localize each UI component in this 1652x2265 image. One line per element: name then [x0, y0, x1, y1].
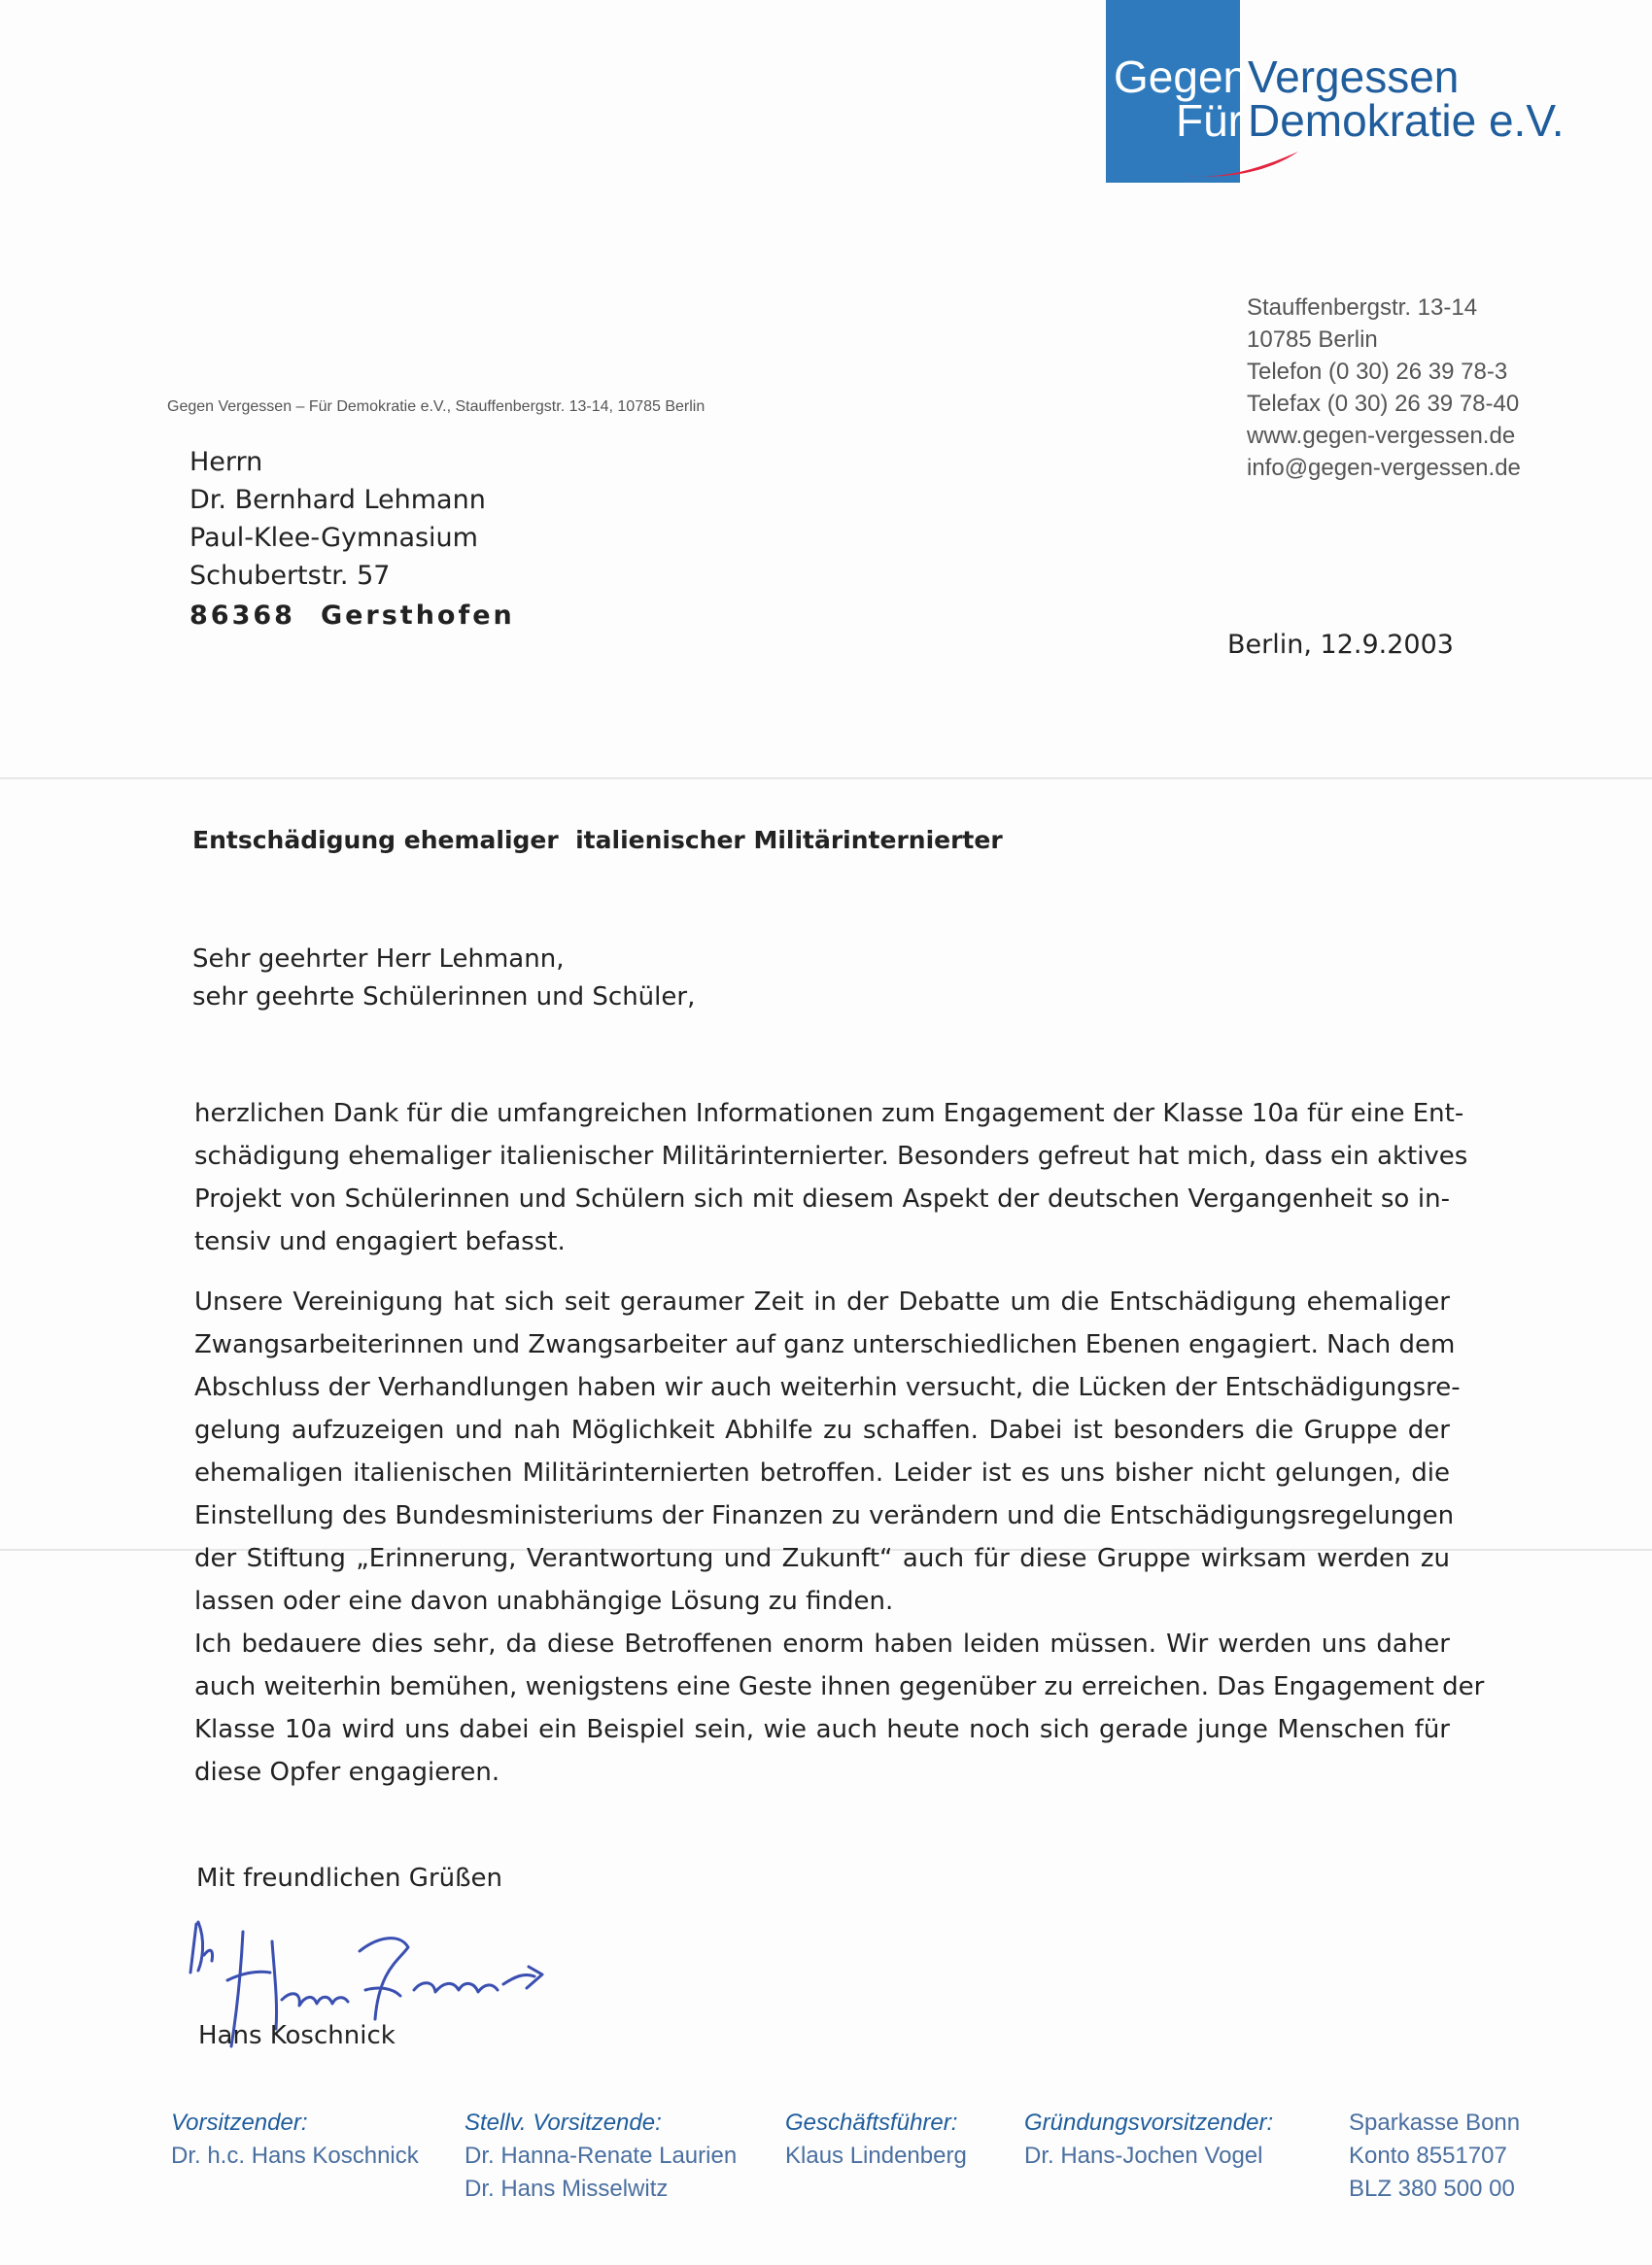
letter-date: Berlin, 12.9.2003 [1227, 630, 1454, 660]
contact-fax: Telefax (0 30) 26 39 78-40 [1247, 391, 1520, 417]
recipient-address [189, 443, 540, 635]
footer-manager-role: Geschäftsführer: [785, 2110, 958, 2136]
paragraph-line: diese Opfer engagieren. [194, 1758, 500, 1787]
recipient-school: Paul-Klee-Gymnasium [189, 523, 478, 553]
body-paragraph-1 [194, 1092, 1468, 1263]
paragraph-line: Klasse 10a wird uns dabei ein Beispiel sein, wie auch heute noch sich gerade junge Menschen für [194, 1715, 1450, 1744]
logo-swoosh-icon [1176, 148, 1302, 183]
contact-city: 10785 Berlin [1247, 326, 1378, 353]
footer-manager [785, 2107, 967, 2173]
paragraph-line: Einstellung des Bundesministeriums der Finanzen zu verändern und die Entschädigungsregelungen [194, 1501, 1455, 1530]
body-paragraph-2 [194, 1281, 1461, 1623]
paragraph-line: der Stiftung „Erinnerung, Verantwortung und Zukunft“ auch für diese Gruppe wirksam werden zu [194, 1544, 1450, 1573]
paragraph-line: gelung aufzuzeigen und nah Möglichkeit Abhilfe zu schaffen. Dabei ist besonders die Gruppe der [194, 1416, 1450, 1445]
paper-fold-top [0, 777, 1652, 779]
logo-word-vergessen: Vergessen [1248, 51, 1460, 102]
letter-subject: Entschädigung ehemaliger italienischer Militärinternierter [192, 826, 1003, 854]
paragraph-line: ehemaligen italienischen Militärinternierten betroffen. Leider ist es uns bisher nicht gelungen, die [194, 1459, 1450, 1488]
footer-bank-name: Sparkasse Bonn [1349, 2110, 1521, 2136]
footer-deputy-role: Stellv. Vorsitzende: [465, 2110, 662, 2136]
recipient-street: Schubertstr. 57 [189, 561, 391, 591]
footer-deputy-name-2: Dr. Hans Misselwitz [465, 2176, 669, 2202]
recipient-city-line [189, 597, 540, 635]
contact-block [1247, 292, 1521, 484]
footer-manager-name: Klaus Lindenberg [785, 2143, 967, 2169]
greeting-line-1: Sehr geehrter Herr Lehmann, [192, 944, 565, 974]
recipient-postcode: 86368 [189, 601, 295, 631]
recipient-salutation: Herrn [189, 447, 263, 477]
paragraph-line: herzlichen Dank für die umfangreichen Informationen zum Engagement der Klasse 10a für eine Ent- [194, 1099, 1464, 1128]
paragraph-line: schädigung ehemaliger italienischer Militärinternierter. Besonders gefreut hat mich, dass ein aktives [194, 1142, 1468, 1171]
contact-street: Stauffenbergstr. 13-14 [1247, 294, 1478, 321]
paragraph-line: Ich bedauere dies sehr, da diese Betroffenen enorm haben leiden müssen. Wir werden uns daher [194, 1630, 1450, 1659]
footer-founder [1024, 2107, 1273, 2173]
footer-chair [171, 2107, 419, 2173]
letter-closing: Mit freundlichen Grüßen [196, 1864, 502, 1893]
paragraph-line: lassen oder eine davon unabhängige Lösung zu finden. [194, 1587, 894, 1616]
contact-phone: Telefon (0 30) 26 39 78-3 [1247, 359, 1508, 385]
footer-chair-name: Dr. h.c. Hans Koschnick [171, 2143, 419, 2169]
paragraph-line: tensiv und engagiert befasst. [194, 1227, 566, 1256]
body-paragraph-3 [194, 1623, 1485, 1794]
footer-founder-name: Dr. Hans-Jochen Vogel [1024, 2143, 1263, 2169]
logo-word-fuer: Für [1176, 95, 1243, 146]
paragraph-line: Unsere Vereinigung hat sich seit geraumer Zeit in der Debatte um die Entschädigung ehemaliger [194, 1287, 1450, 1317]
contact-email[interactable]: info@gegen-vergessen.de [1247, 455, 1521, 481]
footer-founder-role: Gründungsvorsitzender: [1024, 2110, 1274, 2136]
footer-deputies [465, 2107, 737, 2206]
footer-bank-code: BLZ 380 500 00 [1349, 2176, 1515, 2202]
sender-return-address: Gegen Vergessen – Für Demokratie e.V., Stauffenbergstr. 13-14, 10785 Berlin [167, 398, 706, 415]
letter-greeting [192, 941, 695, 1016]
footer-bank-account: Konto 8551707 [1349, 2143, 1507, 2169]
logo-word-demokratie: Demokratie e.V. [1248, 95, 1565, 146]
greeting-line-2: sehr geehrte Schülerinnen und Schüler, [192, 982, 696, 1012]
recipient-name: Dr. Bernhard Lehmann [189, 485, 486, 515]
footer-deputy-name-1: Dr. Hanna-Renate Laurien [465, 2143, 738, 2169]
paragraph-line: Zwangsarbeiterinnen und Zwangsarbeiter auf ganz unterschiedlichen Ebenen engagiert. Nach dem [194, 1330, 1456, 1359]
paragraph-line: Projekt von Schülerinnen und Schülern sich mit diesem Aspekt der deutschen Vergangenheit so in- [194, 1184, 1450, 1214]
paragraph-line: Abschluss der Verhandlungen haben wir auch weiterhin versucht, die Lücken der Entschädigungsre- [194, 1373, 1461, 1402]
contact-website[interactable]: www.gegen-vergessen.de [1247, 423, 1516, 449]
footer-bank-details [1349, 2107, 1520, 2206]
paragraph-line: auch weiterhin bemühen, wenigstens eine Geste ihnen gegenüber zu erreichen. Das Engagement der [194, 1672, 1485, 1701]
footer-chair-role: Vorsitzender: [171, 2110, 308, 2136]
signer-name: Hans Koschnick [198, 2021, 396, 2050]
recipient-city: Gersthofen [320, 601, 515, 631]
logo-word-gegen: Gegen [1114, 51, 1249, 102]
